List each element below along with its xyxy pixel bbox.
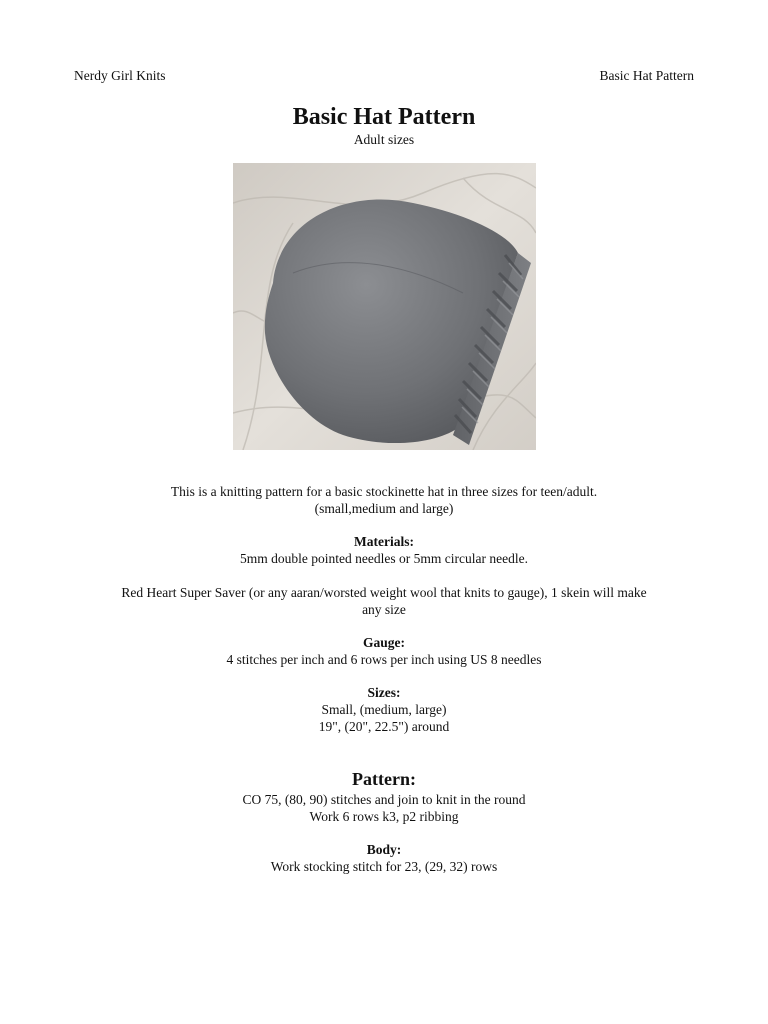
sizes-section [74, 684, 694, 735]
intro-line-1: This is a knitting pattern for a basic stockinette hat in three sizes for teen/adult. [170, 484, 598, 499]
intro-section [74, 483, 694, 517]
pattern-line-2: Work 6 rows k3, p2 ribbing [309, 809, 459, 824]
header-left-text: Nerdy Girl Knits [74, 68, 166, 83]
hat-photo [233, 163, 536, 450]
intro-line-2: (small,medium and large) [314, 501, 454, 516]
body-heading: Body: [366, 842, 402, 857]
materials-needles: 5mm double pointed needles or 5mm circular needle. [240, 551, 528, 566]
sizes-heading: Sizes: [367, 685, 401, 700]
pattern-section [74, 791, 694, 825]
sizes-measurements: 19", (20", 22.5") around [318, 719, 450, 734]
gauge-section [74, 634, 694, 668]
pattern-heading: Pattern: [352, 769, 416, 789]
document-title: Basic Hat Pattern [292, 104, 476, 130]
body-section [74, 841, 694, 875]
gauge-heading: Gauge: [363, 635, 405, 650]
document-subtitle: Adult sizes [353, 132, 415, 147]
materials-heading: Materials: [354, 534, 414, 549]
body-text: Work stocking stitch for 23, (29, 32) rows [270, 859, 498, 874]
materials-yarn-line-1: Red Heart Super Saver (or any aaran/worsted weight wool that knits to gauge), 1 skein will make [121, 585, 647, 600]
header-right-text: Basic Hat Pattern [599, 68, 694, 83]
materials-yarn [74, 584, 694, 618]
materials-section [74, 533, 694, 567]
materials-yarn-line-2: any size [362, 602, 406, 617]
pattern-line-1: CO 75, (80, 90) stitches and join to knit in the round [242, 792, 526, 807]
page-header [74, 68, 694, 86]
gauge-text: 4 stitches per inch and 6 rows per inch using US 8 needles [226, 652, 542, 667]
hat-illustration [233, 163, 536, 450]
sizes-names: Small, (medium, large) [321, 702, 447, 717]
